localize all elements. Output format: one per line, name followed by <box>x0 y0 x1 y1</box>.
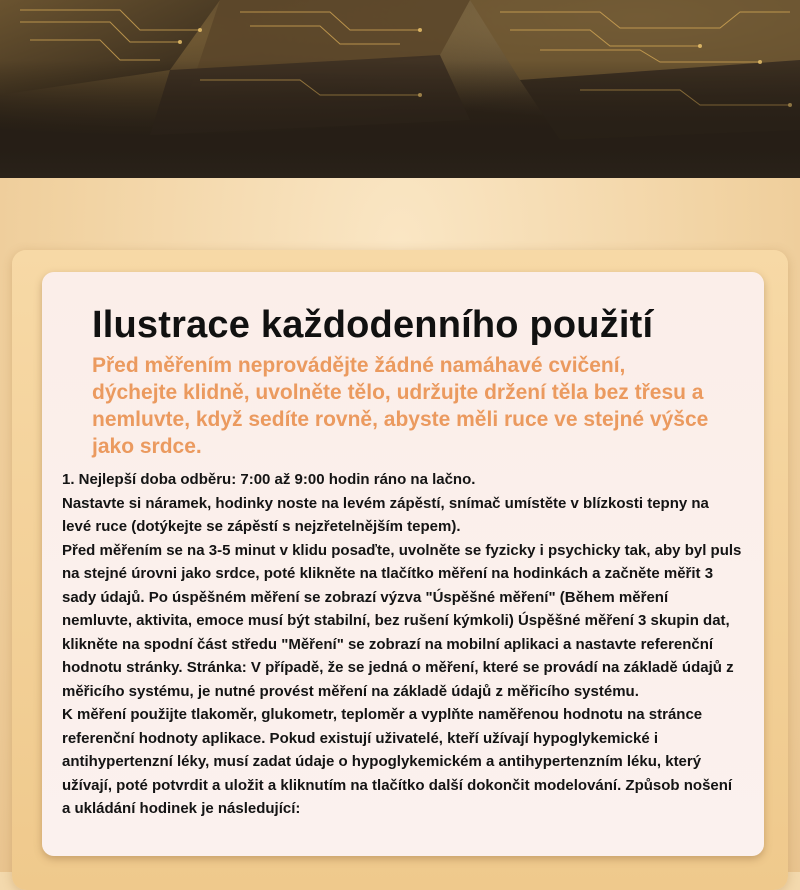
paragraph-3: Před měřením se na 3-5 minut v klidu posaďte, uvolněte se fyzicky i psychicky tak, aby byl puls na stejné úrovni jako srdce, poté klikněte na tlačítko měření na hodinkách a začněte měřit 3 sady údajů. Po úspěšném měření se zobrazí výzva "Úspěšné měření" (Během měření nemluvte, aktivita, emoce musí být stabilní, bez rušení kýmkoli) Úspěšné měření 3 skupin dat, klikněte na spodní část středu "Měření" se zobrazí na mobilní aplikaci a nastavte referenční hodnotu stránky. Stránka: V případě, že se jedná o měření, které se provádí na základě údajů z měřicího systému, je nutné provést měření na základě údajů z měřicího systému. <box>62 541 742 700</box>
paragraph-1: 1. Nejlepší doba odběru: 7:00 až 9:00 hodin ráno na lačno. <box>62 471 476 488</box>
circuit-board-image <box>0 0 800 178</box>
circuit-board-banner <box>0 0 800 178</box>
paragraph-4: K měření použijte tlakoměr, glukometr, teploměr a vyplňte naměřenou hodnotu na stránce referenční hodnoty aplikace. Pokud existují uživatelé, kteří užívají hypoglykemické i antihypertenzní léky, musí zadat údaje o hypoglykemickém a antihypertenzním léku, který užívají, poté potvrdit a uložit a kliknutím na tlačítko další dokončit modelování. Způsob nošení a ukládání hodinek je následující: <box>62 706 733 817</box>
article-subtitle: Před měřením neprovádějte žádné namáhavé cvičení, dýchejte klidně, uvolněte tělo, udržujte držení těla bez třesu a nemluvte, když sedíte rovně, abyste měli ruce ve stejné výšce jako srdce. <box>92 354 709 458</box>
paragraph-2: Nastavte si náramek, hodinky noste na levém zápěstí, snímač umístěte v blízkosti tepny na levé ruce (dotýkejte se zápěstí s nejzřetelnějším tepem). <box>62 494 709 535</box>
article-title: Ilustrace každodenního použití <box>92 304 654 346</box>
article-body <box>62 468 742 821</box>
